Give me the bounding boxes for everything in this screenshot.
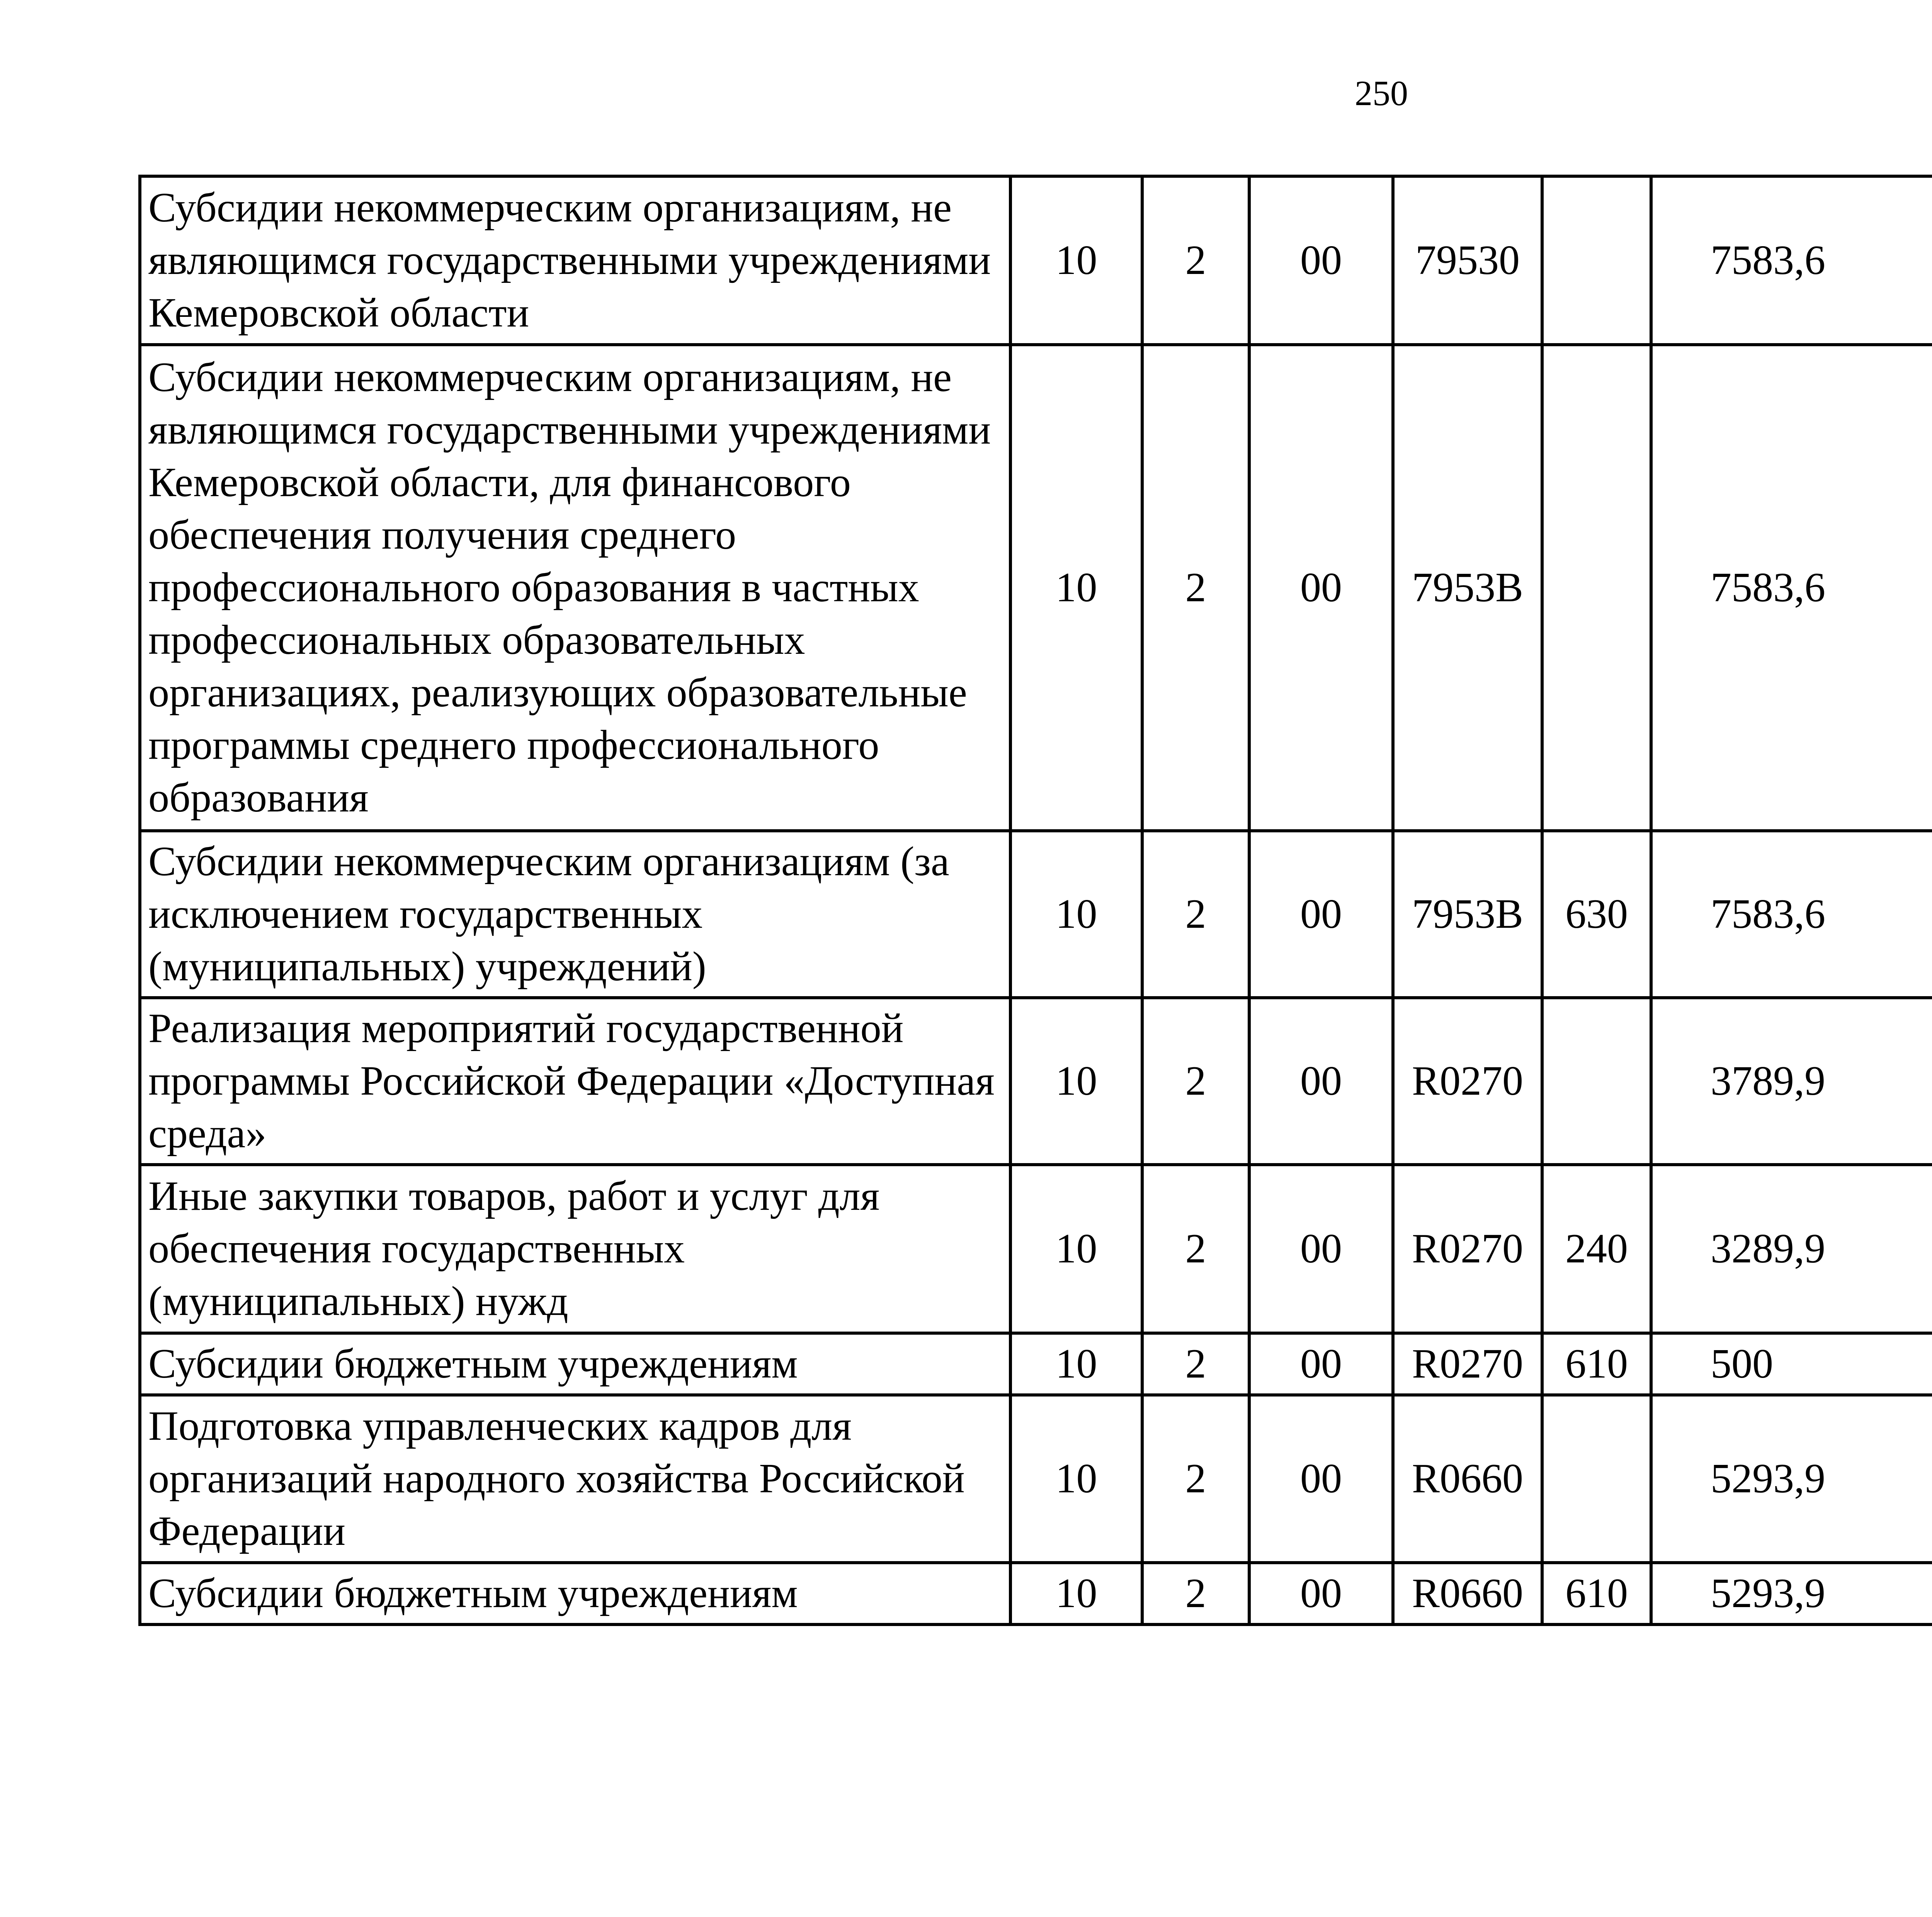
target-article-cell: 7953B bbox=[1393, 345, 1542, 831]
program-code-cell: 00 bbox=[1249, 176, 1393, 345]
program-code-cell: 00 bbox=[1249, 831, 1393, 998]
program-code-cell: 00 bbox=[1249, 1395, 1393, 1563]
subsection-code-cell: 2 bbox=[1142, 1333, 1249, 1395]
subsection-code-cell: 2 bbox=[1142, 998, 1249, 1165]
program-code-cell: 00 bbox=[1249, 998, 1393, 1165]
section-code-cell: 10 bbox=[1010, 998, 1142, 1165]
amount-year-1-cell: 3789,9 bbox=[1651, 998, 1932, 1165]
section-code-cell: 10 bbox=[1010, 1165, 1142, 1333]
amount-year-1-cell: 7583,6 bbox=[1651, 176, 1932, 345]
section-code-cell: 10 bbox=[1010, 1395, 1142, 1563]
table-row bbox=[140, 1395, 1932, 1563]
section-code-cell: 10 bbox=[1010, 176, 1142, 345]
subsection-code-cell: 2 bbox=[1142, 831, 1249, 998]
section-code-cell: 10 bbox=[1010, 1563, 1142, 1624]
expense-type-cell: 240 bbox=[1542, 1165, 1651, 1333]
program-code-cell: 00 bbox=[1249, 1333, 1393, 1395]
program-code-cell: 00 bbox=[1249, 1563, 1393, 1624]
row-name-cell: Субсидии некоммерческим организациям (за исключением государственных (муниципальных) учреждений) bbox=[140, 831, 1010, 998]
subsection-code-cell: 2 bbox=[1142, 1395, 1249, 1563]
amount-year-1-cell: 500 bbox=[1651, 1333, 1932, 1395]
row-name-cell: Субсидии некоммерческим организациям, не являющимся государственными учреждениями Кемеровской области, для финансового обеспечения получения среднего профессионального образования в частных профессиональных образовательных организациях, реализующих образовательные программы среднего профессионального образования bbox=[140, 345, 1010, 831]
row-name-cell: Иные закупки товаров, работ и услуг для обеспечения государственных (муниципальных) нужд bbox=[140, 1165, 1010, 1333]
budget-table bbox=[138, 175, 1932, 1626]
subsection-code-cell: 2 bbox=[1142, 1563, 1249, 1624]
row-name-cell: Подготовка управленческих кадров для организаций народного хозяйства Российской Федерации bbox=[140, 1395, 1010, 1563]
table-row bbox=[140, 345, 1932, 831]
subsection-code-cell: 2 bbox=[1142, 1165, 1249, 1333]
amount-year-1-cell: 5293,9 bbox=[1651, 1563, 1932, 1624]
table-row bbox=[140, 176, 1932, 345]
table-row bbox=[140, 998, 1932, 1165]
table-body bbox=[140, 176, 1932, 1624]
section-code-cell: 10 bbox=[1010, 831, 1142, 998]
subsection-code-cell: 2 bbox=[1142, 345, 1249, 831]
target-article-cell: R0270 bbox=[1393, 1333, 1542, 1395]
section-code-cell: 10 bbox=[1010, 345, 1142, 831]
target-article-cell: R0660 bbox=[1393, 1563, 1542, 1624]
amount-year-1-cell: 3289,9 bbox=[1651, 1165, 1932, 1333]
expense-type-cell: 630 bbox=[1542, 831, 1651, 998]
table-row bbox=[140, 1333, 1932, 1395]
target-article-cell: R0270 bbox=[1393, 1165, 1542, 1333]
expense-type-cell: 610 bbox=[1542, 1563, 1651, 1624]
expense-type-cell bbox=[1542, 345, 1651, 831]
target-article-cell: 7953B bbox=[1393, 831, 1542, 998]
program-code-cell: 00 bbox=[1249, 1165, 1393, 1333]
row-name-cell: Реализация мероприятий государственной программы Российской Федерации «Доступная среда» bbox=[140, 998, 1010, 1165]
row-name-cell: Субсидии бюджетным учреждениям bbox=[140, 1563, 1010, 1624]
section-code-cell: 10 bbox=[1010, 1333, 1142, 1395]
expense-type-cell bbox=[1542, 998, 1651, 1165]
amount-year-1-cell: 7583,6 bbox=[1651, 831, 1932, 998]
table-row bbox=[140, 1563, 1932, 1624]
expense-type-cell bbox=[1542, 1395, 1651, 1563]
page-number: 250 bbox=[1355, 73, 1408, 113]
table-row bbox=[140, 1165, 1932, 1333]
row-name-cell: Субсидии бюджетным учреждениям bbox=[140, 1333, 1010, 1395]
target-article-cell: R0660 bbox=[1393, 1395, 1542, 1563]
target-article-cell: 79530 bbox=[1393, 176, 1542, 345]
amount-year-1-cell: 7583,6 bbox=[1651, 345, 1932, 831]
subsection-code-cell: 2 bbox=[1142, 176, 1249, 345]
expense-type-cell: 610 bbox=[1542, 1333, 1651, 1395]
expense-type-cell bbox=[1542, 176, 1651, 345]
table-row bbox=[140, 831, 1932, 998]
amount-year-1-cell: 5293,9 bbox=[1651, 1395, 1932, 1563]
program-code-cell: 00 bbox=[1249, 345, 1393, 831]
target-article-cell: R0270 bbox=[1393, 998, 1542, 1165]
row-name-cell: Субсидии некоммерческим организациям, не являющимся государственными учреждениями Кемеровской области bbox=[140, 176, 1010, 345]
